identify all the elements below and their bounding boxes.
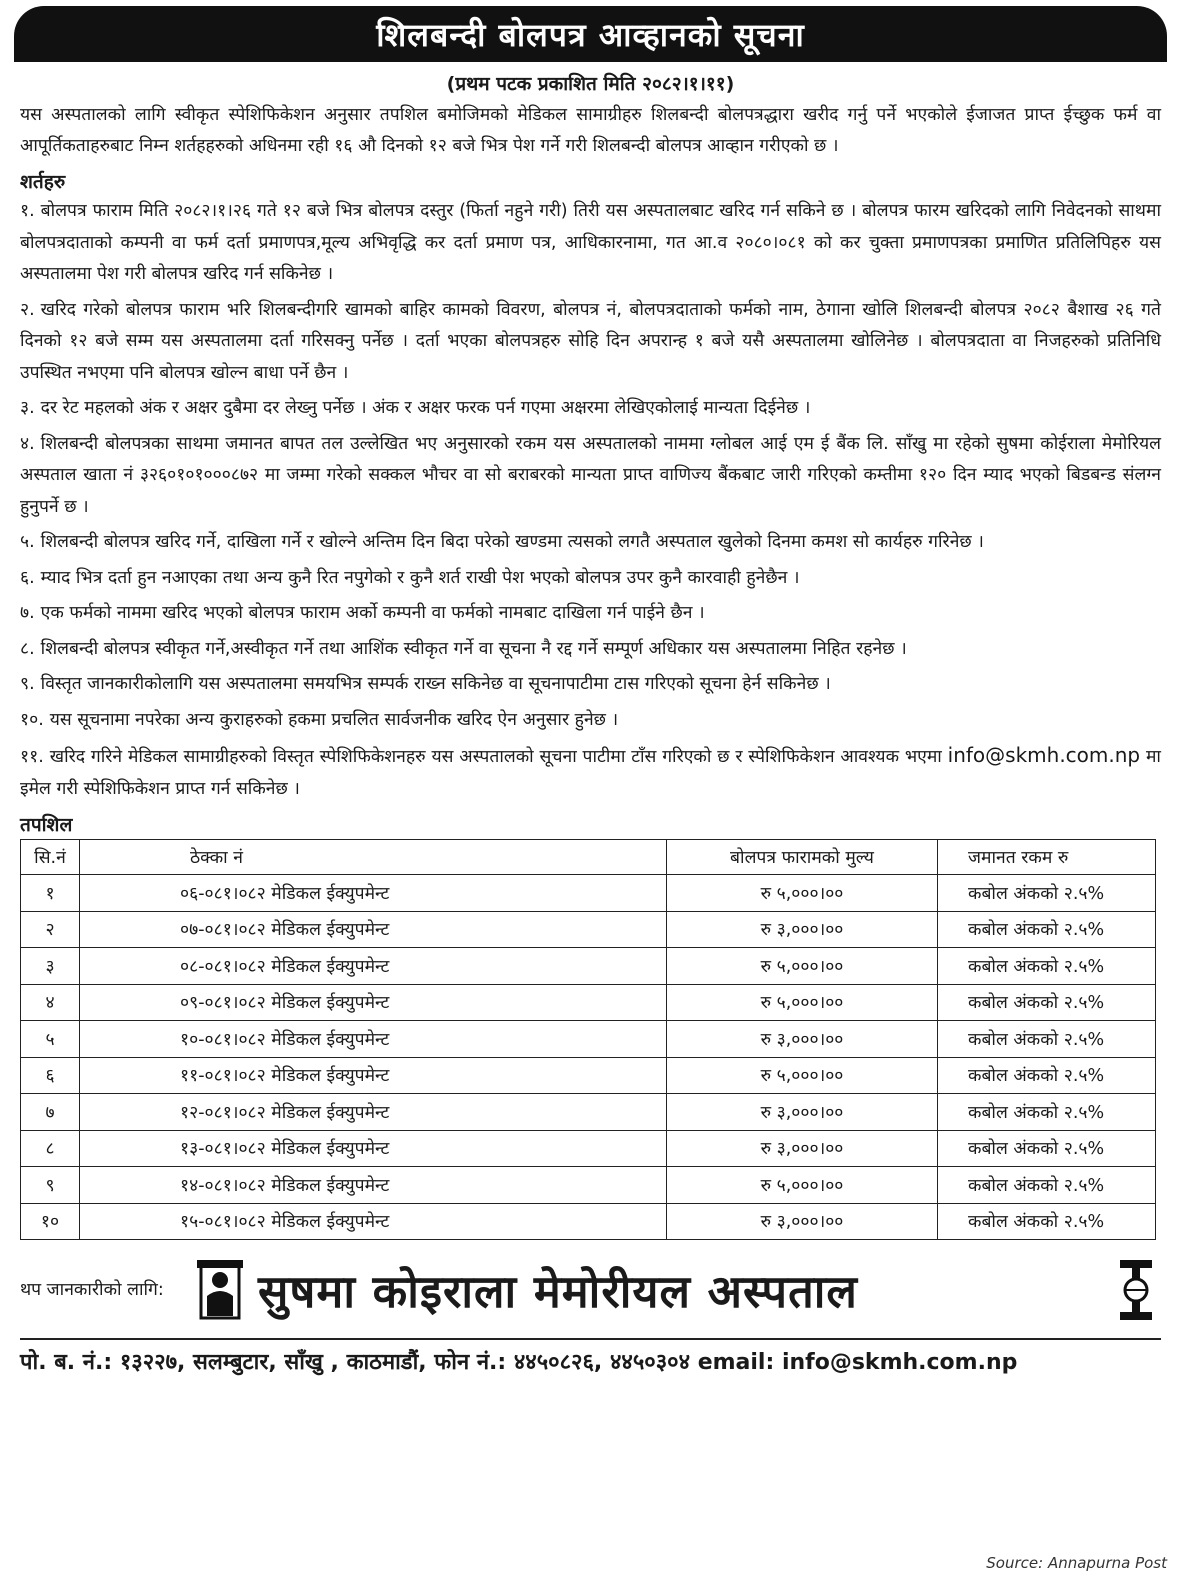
table-row [21,911,1156,948]
condition-item [20,669,1161,701]
condition-text: एक फर्मको नाममा खरिद भएको बोलपत्र फाराम अर्को कम्पनी वा फर्मको नामबाट दाखिला गर्न पाईने छैन । [40,603,705,623]
condition-text: खरिद गरिने मेडिकल सामाग्रीहरुको विस्तृत स्पेशिफिकेशनहरु यस अस्पतालको सूचना पाटीमा टाँस गरिएको छ र स्पेशिफिकेशन आवश्यक भएमा [49,747,942,767]
cell-form-price: रु ५,०००।०० [667,875,938,912]
header-contract-no: ठेक्का नं [80,840,667,875]
schedule-table [20,839,1156,1240]
cell-sn: १० [21,1203,80,1240]
condition-number: ४. [20,433,35,454]
intro-paragraph: यस अस्पतालको लागि स्वीकृत स्पेशिफिकेशन अनुसार तपशिल बमोजिमको मेडिकल सामाग्रीहरु शिलबन्दी बोलपत्रद्धारा खरीद गर्नु पर्ने भएकोले ईजाजत प्राप्त ईच्छुक फर्म वा आपूर्तिकताहरुबाट निम्न शर्तहहरुको अधिनमा रही १६ औ दिनको १२ बजे भित्र पेश गर्ने गरी शिलबन्दी बोलपत्र आव्हान गरीएको छ । [20,105,1161,156]
cell-contract-no: ०७-०८१।०८२ मेडिकल ईक्युपमेन्ट [80,911,667,948]
condition-text: विस्तृत जानकारीकोलागि यस अस्पतालमा समयभित्र सम्पर्क राख्न सकिनेछ वा सूचनापाटीमा टास गरिएको सूचना हेर्न सकिनेछ । [40,674,831,694]
condition-text: शिलबन्दी बोलपत्र स्वीकृत गर्ने,अस्वीकृत गर्ने तथा आशिंक स्वीकृत गर्ने वा सूचना नै रद्द गर्ने सम्पूर्ण अधिकार यस अस्पतालमा निहित रहनेछ । [40,638,907,659]
condition-item [20,393,1161,425]
header-form-price: बोलपत्र फारामको मुल्य [667,840,938,875]
address-line [20,1338,1161,1376]
cell-sn: ७ [21,1094,80,1131]
condition-number: ३. [20,398,35,418]
cell-contract-no: १२-०८१।०८२ मेडिकल ईक्युपमेन्ट [80,1094,667,1131]
cell-form-price: रु ५,०००।०० [667,1167,938,1204]
condition-item [20,527,1161,559]
table-row [21,984,1156,1021]
header-sn: सि.नं [21,840,80,875]
condition-number: ११. [20,747,44,767]
condition-number: २. [20,299,35,320]
condition-number: ८. [20,638,35,659]
table-row [21,1057,1156,1094]
cell-contract-no: ०६-०८१।०८२ मेडिकल ईक्युपमेन्ट [80,875,667,912]
contact-label: थप जानकारीको लागि: [20,1280,164,1300]
condition-text: शिलबन्दी बोलपत्र खरिद गर्ने, दाखिला गर्ने र खोल्ने अन्तिम दिन बिदा परेको खण्डमा त्यसको लगतै अस्पताल खुलेको दिनमा कमश सो कार्यहरु गरिनेछ । [40,532,984,552]
cell-deposit: कबोल अंकको २.५% [938,1203,1156,1240]
condition-text-end: मा इमेल गरी स्पेशिफिकेशन प्राप्त गर्न सकिनेछ । [20,747,1161,799]
condition-text: दर रेट महलको अंक र अक्षर दुबैमा दर लेख्नु पर्नेछ । अंक र अक्षर फरक पर्न गएमा अक्षरमा लेखिएकोलाई मान्यता दिईनेछ । [40,398,811,418]
cell-form-price: रु ३,०००।०० [667,1130,938,1167]
condition-number: १. [20,201,35,221]
table-row [21,1021,1156,1058]
cell-sn: ८ [21,1130,80,1167]
condition-item [20,563,1161,595]
source-credit: Source: Annapurna Post [986,1554,1167,1572]
cell-contract-no: ०८-०८१।०८२ मेडिकल ईक्युपमेन्ट [80,948,667,985]
notice-title: शिलबन्दी बोलपत्र आव्हानको सूचना [14,6,1167,62]
cell-contract-no: १४-०८१।०८२ मेडिकल ईक्युपमेन्ट [80,1167,667,1204]
cell-contract-no: १३-०८१।०८२ मेडिकल ईक्युपमेन्ट [80,1130,667,1167]
cell-contract-no: ०९-०८१।०८२ मेडिकल ईक्युपमेन्ट [80,984,667,1021]
table-row [21,1203,1156,1240]
cell-deposit: कबोल अंकको २.५% [938,1021,1156,1058]
cell-form-price: रु ५,०००।०० [667,948,938,985]
cell-sn: ५ [21,1021,80,1058]
hospital-name: सुषमा कोइराला मेमोरीयल अस्पताल [258,1264,858,1318]
table-row [21,1094,1156,1131]
schedule-heading: तपशिल [20,814,73,836]
cell-sn: ४ [21,984,80,1021]
condition-11 [20,740,1161,805]
cell-deposit: कबोल अंकको २.५% [938,1094,1156,1131]
cell-deposit: कबोल अंकको २.५% [938,875,1156,912]
cell-contract-no: १०-०८१।०८२ मेडिकल ईक्युपमेन्ट [80,1021,667,1058]
table-header-row [21,840,1156,875]
cell-form-price: रु ३,०००।०० [667,1094,938,1131]
condition-text: बोलपत्र फाराम मिति २०८२।१।२६ गते १२ बजे भित्र बोलपत्र दस्तुर (फिर्ता नहुने गरी) तिरी यस अस्पतालबाट खरिद गर्न सकिने छ । बोलपत्र फारम खरिदको लागि निवेदनको साथमा बोलपत्रदाताको कम्पनी वा फर्म दर्ता प्रमाणपत्र,मूल्य अभिवृद्धि कर दर्ता प्रमाण पत्र, आधिकारनामा, गत आ.व २०८०।०८१ को कर चुक्ता प्रमाणपत्रका प्रमाणित प्रतिलिपिहरु यस अस्पतालमा पेश गरी बोलपत्र खरिद गर्न सकिनेछ । [20,201,1161,284]
table-row [21,875,1156,912]
cell-sn: ६ [21,1057,80,1094]
condition-number: ९. [20,674,35,694]
cell-contract-no: १५-०८१।०८२ मेडिकल ईक्युपमेन्ट [80,1203,667,1240]
cell-deposit: कबोल अंकको २.५% [938,911,1156,948]
condition-item [20,598,1161,630]
cell-form-price: रु ३,०००।०० [667,1203,938,1240]
published-date: (प्रथम पटक प्रकाशित मिति २०८२।१।११) [446,73,735,95]
spec-email-link[interactable]: info@skmh.com.np [947,743,1141,767]
condition-text: खरिद गरेको बोलपत्र फाराम भरि शिलबन्दीगरि खामको बाहिर कामको विवरण, बोलपत्र नं, बोलपत्रदाताको फर्मको नाम, ठेगाना खोलि शिलबन्दी बोलपत्र २०८२ बैशाख २६ गते दिनको १२ बजे सम्म यस अस्पतालमा दर्ता गरिसक्नु पर्नेछ । दर्ता भएका बोलपत्रहरु सोहि दिन अपरान्ह १ बजे यसै अस्पतालमा खोलिनेछ । बोलपत्रदाता वा निजहरुको प्रतिनिधि उपस्थित नभएमा पनि बोलपत्र खोल्न बाधा पर्ने छैन । [20,299,1161,383]
cell-form-price: रु ५,०००।०० [667,984,938,1021]
cell-deposit: कबोल अंकको २.५% [938,1167,1156,1204]
condition-number: ७. [20,603,35,623]
cell-contract-no: ११-०८१।०८२ मेडिकल ईक्युपमेन्ट [80,1057,667,1094]
cell-deposit: कबोल अंकको २.५% [938,948,1156,985]
footer-contact [20,1252,1161,1328]
condition-item [20,429,1161,524]
condition-text: म्याद भित्र दर्ता हुन नआएका तथा अन्य कुनै रित नपुगेको र कुनै शर्त राखी पेश भएको बोलपत्र उपर कुनै कारवाही हुनेछैन । [40,567,800,588]
condition-item [20,295,1161,390]
condition-number: १०. [20,709,44,730]
table-row [21,1130,1156,1167]
email-label: email: [697,1350,775,1375]
hospital-logo-icon [190,1255,250,1325]
condition-item [20,196,1161,291]
condition-item [20,634,1161,666]
cell-deposit: कबोल अंकको २.५% [938,1130,1156,1167]
table-row [21,948,1156,985]
cell-sn: ३ [21,948,80,985]
cell-sn: २ [21,911,80,948]
cell-form-price: रु ३,०००।०० [667,1021,938,1058]
hospital-email-link[interactable]: info@skmh.com.np [781,1350,1018,1375]
conditions-list [14,196,1167,736]
condition-number: ६. [20,567,35,588]
condition-text: शिलबन्दी बोलपत्रका साथमा जमानत बापत तल उल्लेखित भए अनुसारको रकम यस अस्पतालको नाममा ग्लोबल आई एम ई बैंक लि. साँखु मा रहेको सुषमा कोईराला मेमोरियल अस्पताल खाता नं ३२६०१०१०००८७२ मा जम्मा गरेको सक्कल भौचर वा सो बराबरको मान्यता प्राप्त वाणिज्य बैंकबाट जारी गरिएको कम्तीमा १२० दिन म्याद भएको बिडबन्ड संलग्न हुनुपर्ने छ । [20,433,1161,517]
cell-sn: १ [21,875,80,912]
cell-form-price: रु ३,०००।०० [667,911,938,948]
cell-form-price: रु ५,०००।०० [667,1057,938,1094]
conditions-heading: शर्तहरु [20,171,66,193]
table-body [21,875,1156,1240]
condition-text: यस सूचनामा नपरेका अन्य कुराहरुको हकमा प्रचलित सार्वजनीक खरिद ऐन अनुसार हुनेछ । [49,709,619,730]
condition-item [20,705,1161,737]
table-row [21,1167,1156,1204]
cell-sn: ९ [21,1167,80,1204]
cell-deposit: कबोल अंकको २.५% [938,984,1156,1021]
notice-page [14,6,1167,1550]
condition-number: ५. [20,532,35,552]
postal-address: पो. ब. नं.: १३२२७, सलम्बुटार, साँखु , काठमाडौं, फोन नं.: ४४५०८२६, ४४५०३०४ [20,1350,691,1375]
header-deposit: जमानत रकम रु [938,840,1156,875]
cell-deposit: कबोल अंकको २.५% [938,1057,1156,1094]
emblem-icon [1111,1255,1161,1325]
